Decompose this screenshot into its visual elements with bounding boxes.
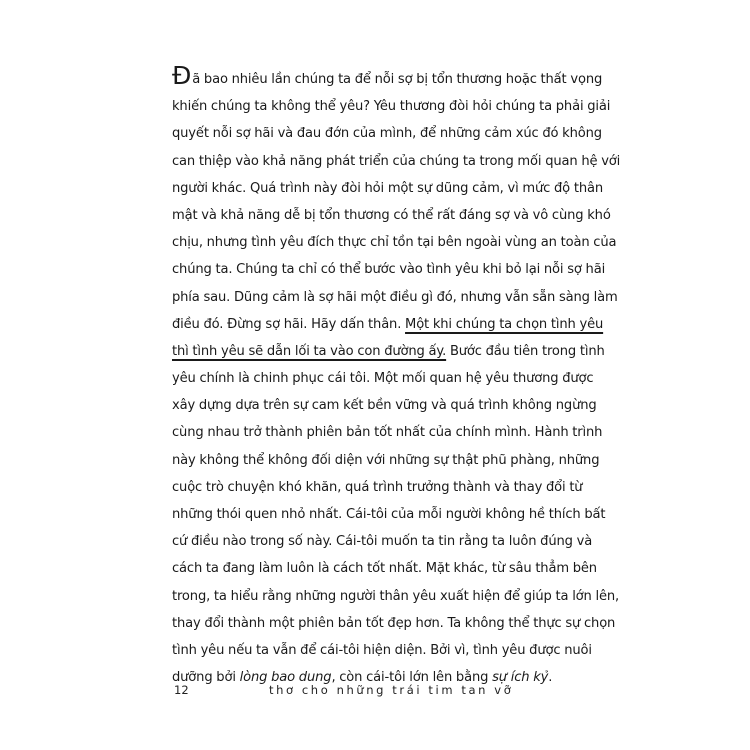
text-line: can thiệp vào khả năng phát triển của chúng ta trong mối quan hệ với [172,153,621,169]
text-line: người khác. Quá trình này đòi hỏi một sự dũng cảm, vì mức độ thân [172,180,604,196]
underlined-quote-part2: thì tình yêu sẽ dẫn lối ta vào con đường ấy. [172,343,447,359]
italic-phrase: sự ích kỷ [492,670,549,686]
line-text: ã bao nhiêu lần chúng ta để nỗi sợ bị tổn thương hoặc thất vọng [192,72,603,87]
text-line: những thói quen nhỏ nhất. Cái-tôi của mỗi người không hề thích bất [172,507,606,522]
text-line: trong, ta hiểu rằng những người thân yêu xuất hiện để giúp ta lớn lên, [172,588,620,604]
drop-cap: Đ [172,61,192,90]
text-line: này không thể không đối diện với những sự thật phũ phàng, những [172,452,600,468]
line-text: Bước đầu tiên trong tình [449,343,605,359]
text-line: cùng nhau trở thành phiên bản tốt nhất của chính mình. Hành trình [172,425,603,441]
text-line: mật và khả năng dễ bị tổn thương có thể rất đáng sợ và vô cùng khó [172,207,611,223]
text-line: thay đổi thành một phiên bản tốt đẹp hơn. Ta không thể thực sự chọn [172,615,616,631]
text-line: yêu chính là chinh phục cái tôi. Một mối quan hệ yêu thương được [172,371,594,387]
text-line [172,61,603,93]
text-line: cuộc trò chuyện khó khăn, quá trình trưởng thành và thay đổi từ [172,479,583,495]
text-line: quyết nỗi sợ hãi và đau đớn của mình, để những cảm xúc đó không [172,126,602,142]
text-line: chịu, nhưng tình yêu đích thực chỉ tồn tại bên ngoài vùng an toàn của [172,235,617,251]
text-line: phía sau. Dũng cảm là sợ hãi một điều gì đó, nhưng vẫn sẵn sàng làm [172,289,618,305]
text-line: cách ta đang làm luôn là cách tốt nhất. Mặt khác, từ sâu thẳm bên [172,561,597,577]
page-footer [174,683,578,703]
running-title: thơ cho những trái tim tan vỡ [269,683,514,697]
line-text: dưỡng bởi [172,670,240,686]
line-text: . [548,670,553,686]
text-line: tình yêu nếu ta vẫn để cái-tôi hiện diện. Bởi vì, tình yêu được nuôi [172,642,592,658]
page-number: 12 [174,683,189,697]
text-line: chúng ta. Chúng ta chỉ có thể bước vào tình yêu khi bỏ lại nỗi sợ hãi [172,262,606,278]
text-line [172,311,604,338]
text-line: khiến chúng ta không thể yêu? Yêu thương đòi hỏi chúng ta phải giải [172,99,611,115]
text-line: xây dựng dựa trên sự cam kết bền vững và quá trình không ngừng [172,398,597,414]
body-paragraph [172,61,621,691]
line-text: , còn cái-tôi lớn lên bằng [331,670,493,686]
italic-phrase: lòng bao dung [239,670,332,686]
text-line: cứ điều nào trong số này. Cái-tôi muốn ta tin rằng ta luôn đúng và [172,534,593,550]
line-text: điều đó. Đừng sợ hãi. Hãy dấn thân. [172,316,402,332]
text-line [172,338,605,365]
underlined-quote-part1: Một khi chúng ta chọn tình yêu [405,316,604,332]
